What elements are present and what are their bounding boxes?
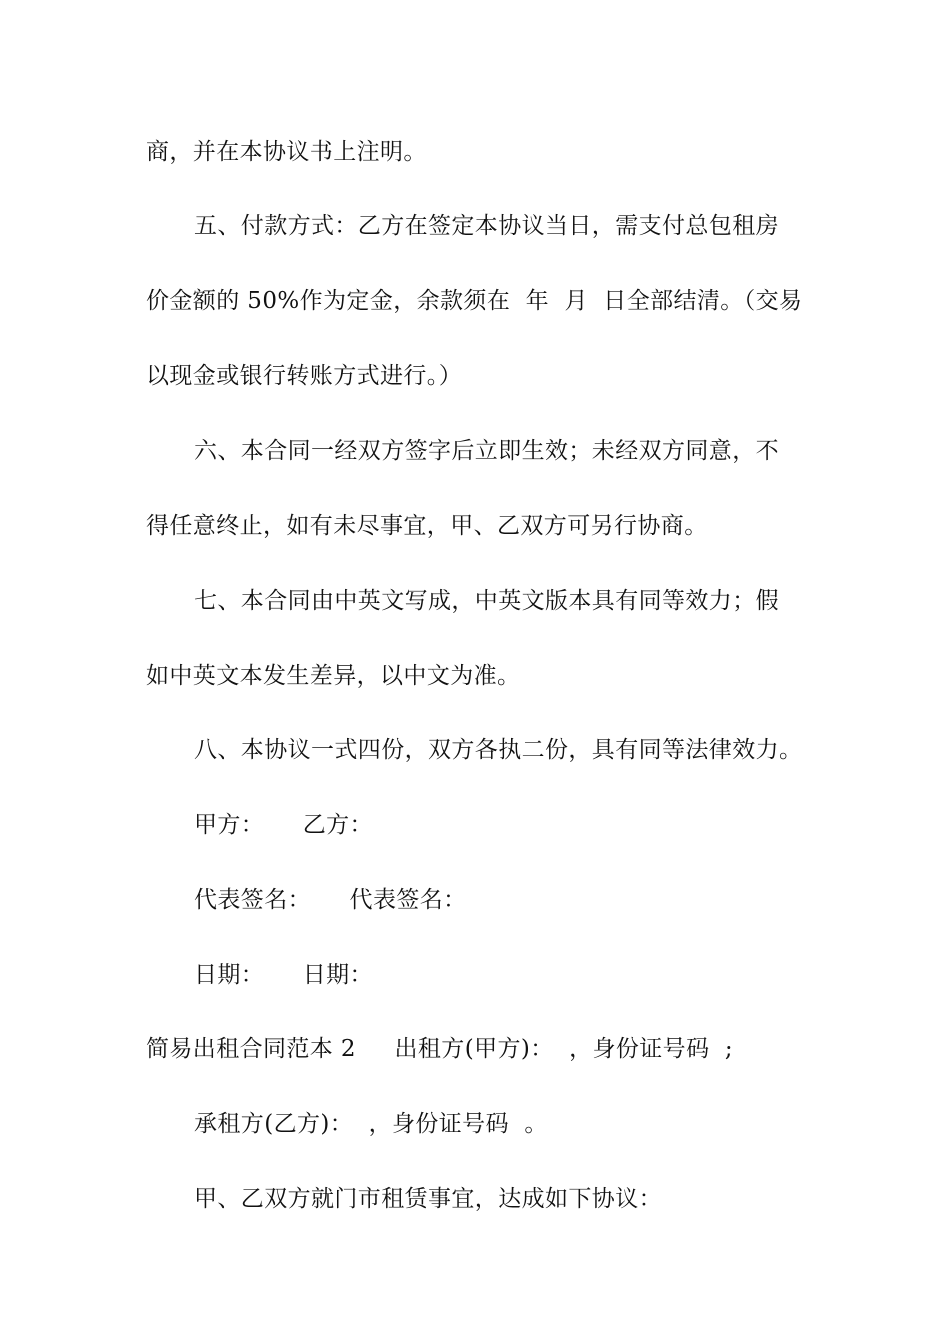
clause-6-line-2: 得任意终止，如有未尽事宜，甲、乙双方可另行协商。 [146,513,708,539]
clause-6-line-1: 六、本合同一经双方签字后立即生效；未经双方同意，不 [194,438,779,464]
clause-5-line-1: 五、付款方式：乙方在签定本协议当日，需支付总包租房 [194,213,779,239]
date-line: 日期： 日期： [194,962,373,988]
lessee-line: 承租方(乙方)： ，身份证号码 。 [194,1111,548,1137]
paragraph-line: 商，并在本协议书上注明。 [146,139,427,165]
agreement-intro-line: 甲、乙双方就门市租赁事宜，达成如下协议： [194,1186,662,1212]
parties-line: 甲方： 乙方： [194,812,373,838]
clause-8-line: 八、本协议一式四份，双方各执二份，具有同等法律效力。 [194,737,803,763]
clause-5-line-2: 价金额的 50%作为定金，余款须在 年 月 日全部结清。（交易 [146,288,803,314]
contract-2-title-line: 简易出租合同范本 2 出租方(甲方)： ，身份证号码 ; [146,1036,734,1062]
clause-5-line-3: 以现金或银行转账方式进行。） [146,363,463,389]
signature-line: 代表签名： 代表签名： [194,887,467,913]
clause-7-line-1: 七、本合同由中英文写成，中英文版本具有同等效力；假 [194,588,779,614]
clause-7-line-2: 如中英文本发生差异，以中文为准。 [146,663,521,689]
